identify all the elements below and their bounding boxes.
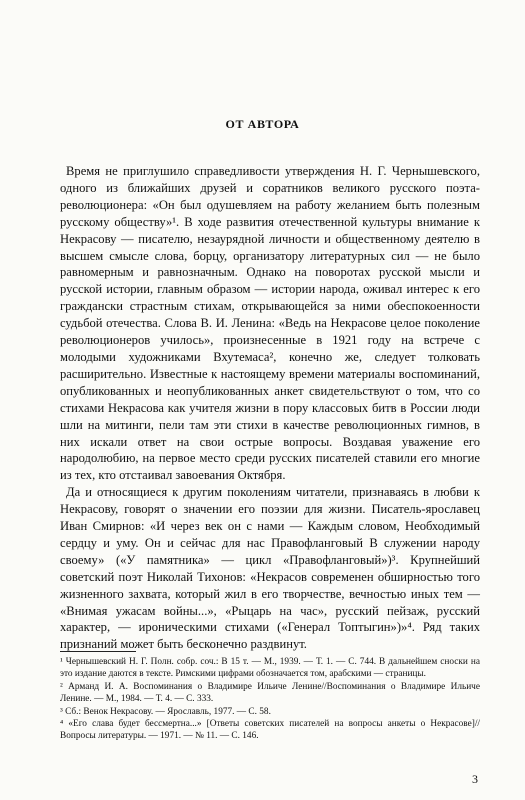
- footnote-1: ¹ Чернышевский Н. Г. Полн. собр. соч.: В 15 т. — М., 1939. — Т. 1. — С. 744. В дальнейшем сноски на это издание даются в тексте. Римскими цифрами обозначается том, арабскими — страницы.: [60, 657, 480, 680]
- main-text: [60, 163, 480, 653]
- footnote-divider: [60, 651, 136, 652]
- footnotes: [60, 656, 480, 743]
- page-number: 3: [472, 772, 478, 786]
- footnote-4: ⁴ «Его слава будет бессмертна...» [Ответы советских писателей на вопросы анкеты о Некрасове]//Вопросы литературы. — 1971. — № 11. — С. 146.: [60, 719, 480, 742]
- page-title: ОТ АВТОРА: [225, 117, 300, 131]
- footnote-3: ³ Сб.: Венок Некрасову. — Ярославль, 1977. — С. 58.: [60, 706, 271, 717]
- paragraph-1: Время не приглушило справедливости утверждения Н. Г. Чернышевского, одного из ближайших друзей и соратников великого русского поэта-революционера: «Он был одушевляем на работу желанием быть полезным русскому обществу»¹. В ходе развития отечественной культуры внимание к Некрасову — писателю, незаурядной личности и общественному деятелю в высшем смысле слова, борцу, организатору литературных сил — не было равномерным и равнозначным. Однако на поворотах русской мысли и русской истории, главным образом — истории народа, оживал интерес к его граждански страстным стихам, открывающейся за ними обеспокоенности судьбой отечества. Слова В. И. Ленина: «Ведь на Некрасове целое поколение революционеров училось», произнесенные в 1921 году на встрече с молодыми художниками Вхутемаса², конечно же, следует толковать расширительно. Известные к настоящему времени материалы воспоминаний, опубликованных и неопубликованных анкет свидетельствуют о том, что со стихами Некрасова как учителя жизни в пору классовых битв в России люди шли на митинги, пели там эти стихи в качестве революционных гимнов, в них искали ответ на свои острые вопросы. Воздавая уважение его народолюбию, на первое место среди русских писателей ставили его многие из тех, кто отстаивал завоевания Октября.: [60, 164, 480, 483]
- paragraph-2: Да и относящиеся к другим поколениям читатели, признаваясь в любви к Некрасову, говорят о значении его поэзии для жизни. Писатель-ярославец Иван Смирнов: «И через век он с нами — Каждым словом, Необходимый сердцу и уму. Он и сейчас для нас Правофланговый В служении народу своему» («У памятника» — цикл «Правофланговый»)³. Крупнейший советский поэт Николай Тихонов: «Некрасов современен обширностью того жизненного захвата, который жил в его творчестве, вечностью иных тем — «Внимая ужасам войны...», «Рыцарь на час», русский пейзаж, русский характер, — ироническими стихами («Генерал Топтыгин»)»⁴. Ряд таких признаний может быть бесконечно раздвинут.: [60, 485, 480, 652]
- footnote-2: ² Арманд И. А. Воспоминания о Владимире Ильиче Ленине//Воспоминания о Владимире Ильиче Ленине. — М., 1984. — Т. 4. — С. 333.: [60, 681, 480, 705]
